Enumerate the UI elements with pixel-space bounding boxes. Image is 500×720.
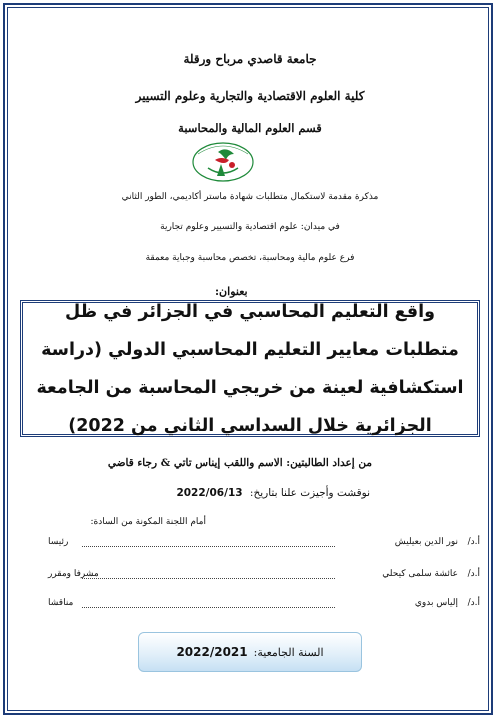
member-title: أ.د/ xyxy=(467,598,480,608)
students-line: من إعداد الطالبتين: الاسم واللقب إيناس تاتي & رجاء قاضي xyxy=(107,457,372,469)
thesis-title: واقع التعليم المحاسبي في الجزائر في ظل متطلبات معايير التعليم المحاسبي الدولي (دراسة استكشافية لعينة من خريجي المحاسبة من الجامعة الجزائرية خلال السداسي الثاني من 2022) xyxy=(36,301,464,436)
department-name: قسم العلوم المالية والمحاسبة xyxy=(178,121,322,135)
committee-member xyxy=(20,569,480,585)
thesis-title-box xyxy=(20,300,480,437)
defense-label: نوقشت وأجيزت علنا بتاريخ: xyxy=(249,487,370,499)
member-title: أ.د/ xyxy=(467,569,480,579)
academic-year-box xyxy=(138,632,362,672)
memo-description: مذكرة مقدمة لاستكمال متطلبات شهادة ماستر أكاديمي، الطور الثاني xyxy=(121,192,379,202)
member-role: مناقشا xyxy=(48,598,74,608)
member-name: إلياس بدوي xyxy=(414,598,458,608)
member-name: عائشة سلمى كيحلي xyxy=(382,569,458,579)
academic-year-label: السنة الجامعية: xyxy=(253,645,324,659)
member-name: نور الدين بعيليش xyxy=(394,537,458,547)
university-logo xyxy=(188,140,258,188)
dotted-leader xyxy=(82,607,335,608)
faculty-name: كلية العلوم الاقتصادية والتجارية وعلوم التسيير xyxy=(135,89,365,103)
memo-field: في ميدان: علوم اقتصادية والتسيير وعلوم تجارية xyxy=(160,222,340,232)
member-role: مشرفا ومقرر xyxy=(48,569,99,579)
committee-member xyxy=(20,537,480,553)
academic-year-value: 2022/2021 xyxy=(176,645,248,659)
defense-line xyxy=(176,487,370,499)
defense-date: 2022/06/13 xyxy=(176,487,243,499)
member-title: أ.د/ xyxy=(467,537,480,547)
dotted-leader xyxy=(82,578,335,579)
university-name: جامعة قاصدي مرباح ورقلة xyxy=(183,52,317,66)
title-label: بعنوان: xyxy=(215,285,248,298)
university-logo-icon xyxy=(188,140,258,188)
committee-label: أمام اللجنة المكونة من السادة: xyxy=(90,517,206,527)
member-role: رئيسا xyxy=(48,537,69,547)
committee-member xyxy=(20,598,480,614)
memo-branch: فرع علوم مالية ومحاسبة، تخصص محاسبة وجباية معمقة xyxy=(145,253,355,263)
dotted-leader xyxy=(82,546,335,547)
